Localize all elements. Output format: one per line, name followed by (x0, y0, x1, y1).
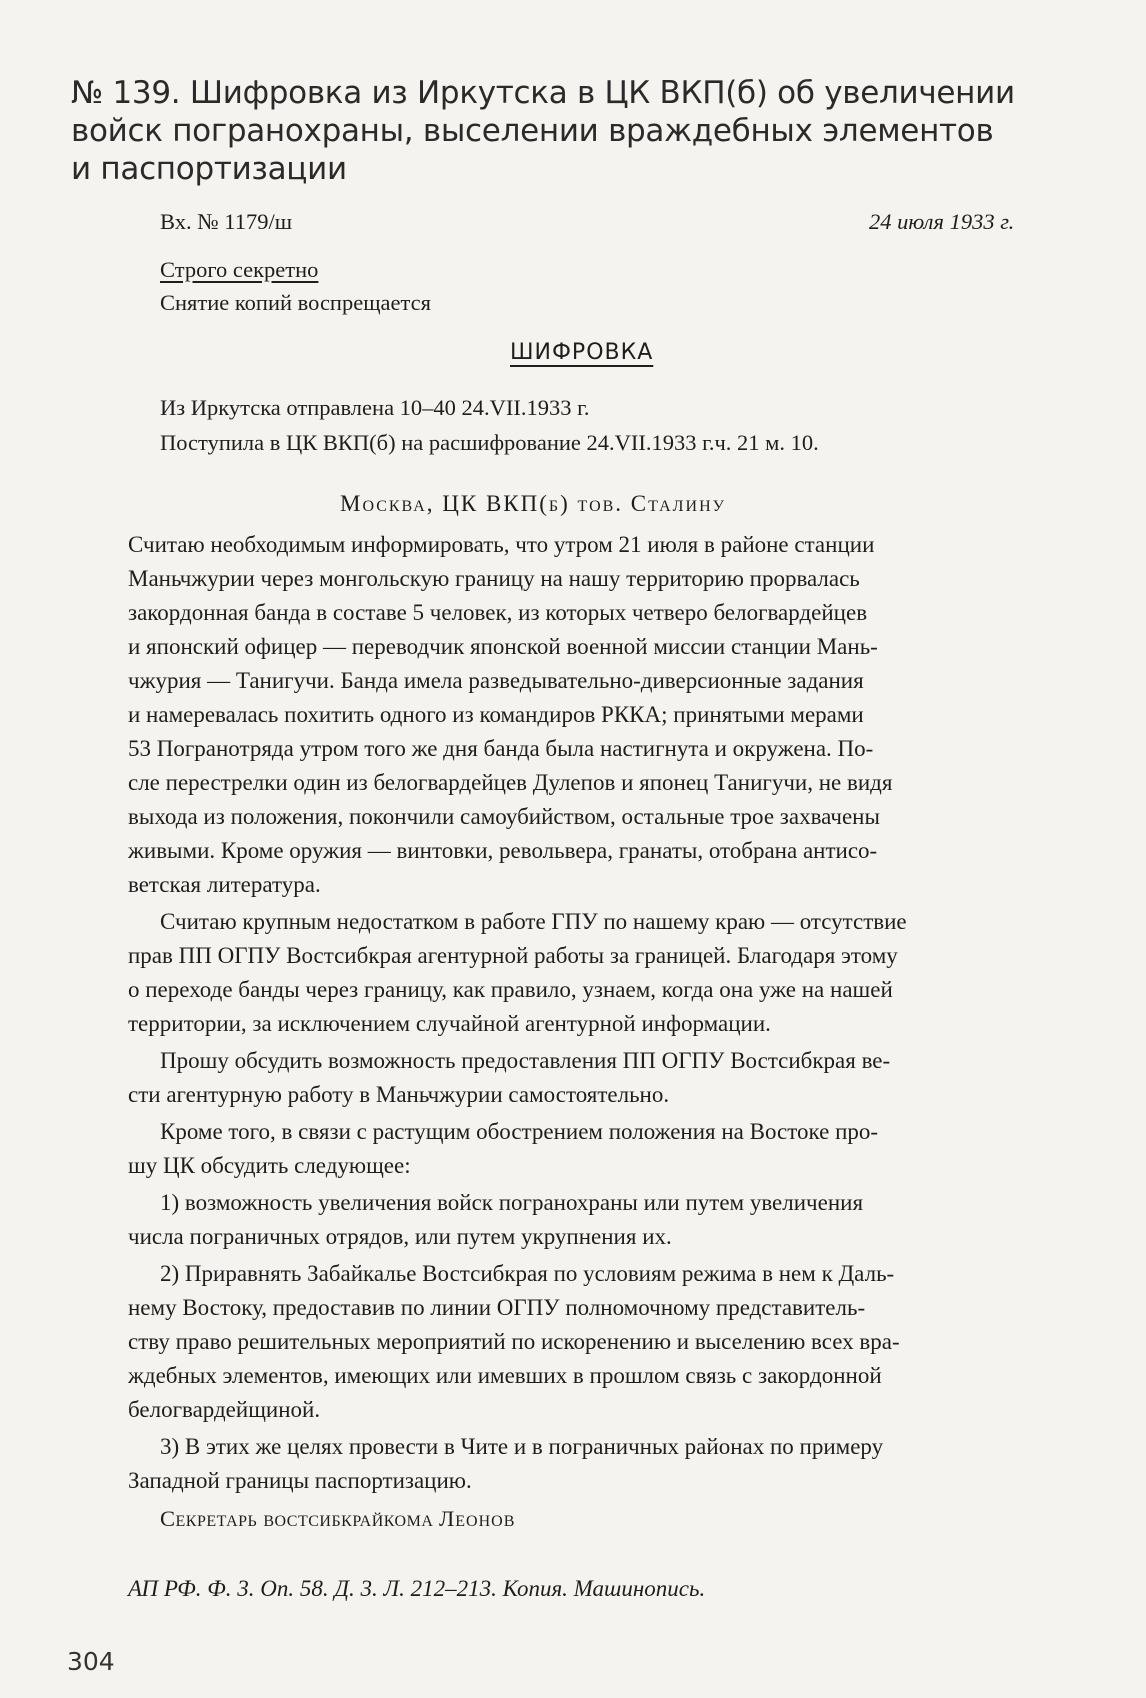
body-line: Западной границы паспортизацию. (128, 1468, 472, 1493)
body-line: ству право решительных мероприятий по искоренению и выселению всех вра- (128, 1329, 900, 1354)
body-line: 2) Приравнять Забайкалье Востсибкрая по условиям режима в нем к Даль- (160, 1261, 895, 1286)
secrecy-mark: Строго секретно (160, 257, 319, 282)
body-line: числа пограничных отрядов, или путем укрупнения их. (128, 1224, 672, 1249)
addressee: Москва, ЦК ВКП(б) тов. Сталину (340, 491, 726, 516)
body-line: и намеревалась похитить одного из командиров РККА; принятыми мерами (128, 702, 864, 727)
body-line: белогвардейщиной. (128, 1397, 321, 1422)
body-line: ждебных элементов, имеющих или имевших в прошлом связь с закордонной (128, 1363, 882, 1388)
body-line: и японский офицер — переводчик японской военной миссии станции Мань- (128, 634, 878, 659)
archive-source: АП РФ. Ф. 3. Оп. 58. Д. 3. Л. 212–213. Копия. Машинопись. (128, 1576, 706, 1601)
received-info: Поступила в ЦК ВКП(б) на расшифрование 24.VII.1933 г.ч. 21 м. 10. (160, 430, 819, 455)
body-line: 1) возможность увеличения войск погранохраны или путем увеличения (160, 1190, 864, 1215)
signature-role: Секретарь востсибкрайкома (160, 1506, 434, 1531)
body-line: чжурия — Танигучи. Банда имела разведывательно-диверсионные задания (128, 668, 864, 693)
signature-name: Леонов (439, 1506, 516, 1531)
body-line: сле перестрелки один из белогвардейцев Дулепов и японец Танигучи, не видя (128, 770, 893, 795)
body-line: 53 Погранотряда утром того же дня банда была настигнута и окружена. По- (128, 736, 874, 761)
title-line: № 139. Шифровка из Иркутска в ЦК ВКП(б) об увеличении (71, 75, 1015, 111)
body-line: прав ПП ОГПУ Востсибкрая агентурной работы за границей. Благодаря этому (128, 943, 898, 968)
title-line: войск погранохраны, выселении враждебных элементов (71, 113, 994, 149)
body-line: шу ЦК обсудить следующее: (128, 1153, 411, 1178)
body-line: живыми. Кроме оружия — винтовки, револьвера, гранаты, отобрана антисо- (128, 838, 878, 863)
body-line: о переходе банды через границу, как правило, узнаем, когда она уже на нашей (128, 977, 893, 1002)
document-date: 24 июля 1933 г. (869, 209, 1015, 234)
body-line: Кроме того, в связи с растущим обострением положения на Востоке про- (160, 1119, 879, 1144)
sent-info: Из Иркутска отправлена 10–40 24.VII.1933 г. (160, 395, 590, 420)
body-line: территории, за исключением случайной агентурной информации. (128, 1011, 771, 1036)
body-line: Маньчжурии через монгольскую границу на нашу территорию прорвалась (128, 566, 860, 591)
body-line: Прошу обсудить возможность предоставления ПП ОГПУ Востсибкрая ве- (160, 1048, 891, 1073)
body-line: нему Востоку, предоставив по линии ОГПУ полномочному представитель- (128, 1295, 866, 1320)
body-line: ветская литература. (128, 872, 321, 897)
body-line: выхода из положения, покончили самоубийством, остальные трое захвачены (128, 804, 880, 829)
title-line: и паспортизации (71, 151, 347, 187)
document-title (71, 74, 1031, 188)
body-line: закордонная банда в составе 5 человек, из которых четверо белогвардейцев (128, 600, 868, 625)
body-line: Считаю крупным недостатком в работе ГПУ по нашему краю — отсутствие (160, 909, 907, 934)
body-line: Считаю необходимым информировать, что утром 21 июля в районе станции (128, 532, 875, 557)
cipher-heading: ШИФРОВКА (510, 340, 654, 365)
body-line: 3) В этих же целях провести в Чите и в пограничных районах по примеру (160, 1434, 884, 1459)
page-number: 304 (67, 1647, 115, 1676)
signature (160, 1506, 515, 1532)
registration-number: Вх. № 1179/ш (160, 209, 293, 234)
body-line: сти агентурную работу в Маньчжурии самостоятельно. (128, 1082, 670, 1107)
copy-notice: Снятие копий воспрещается (160, 290, 431, 315)
